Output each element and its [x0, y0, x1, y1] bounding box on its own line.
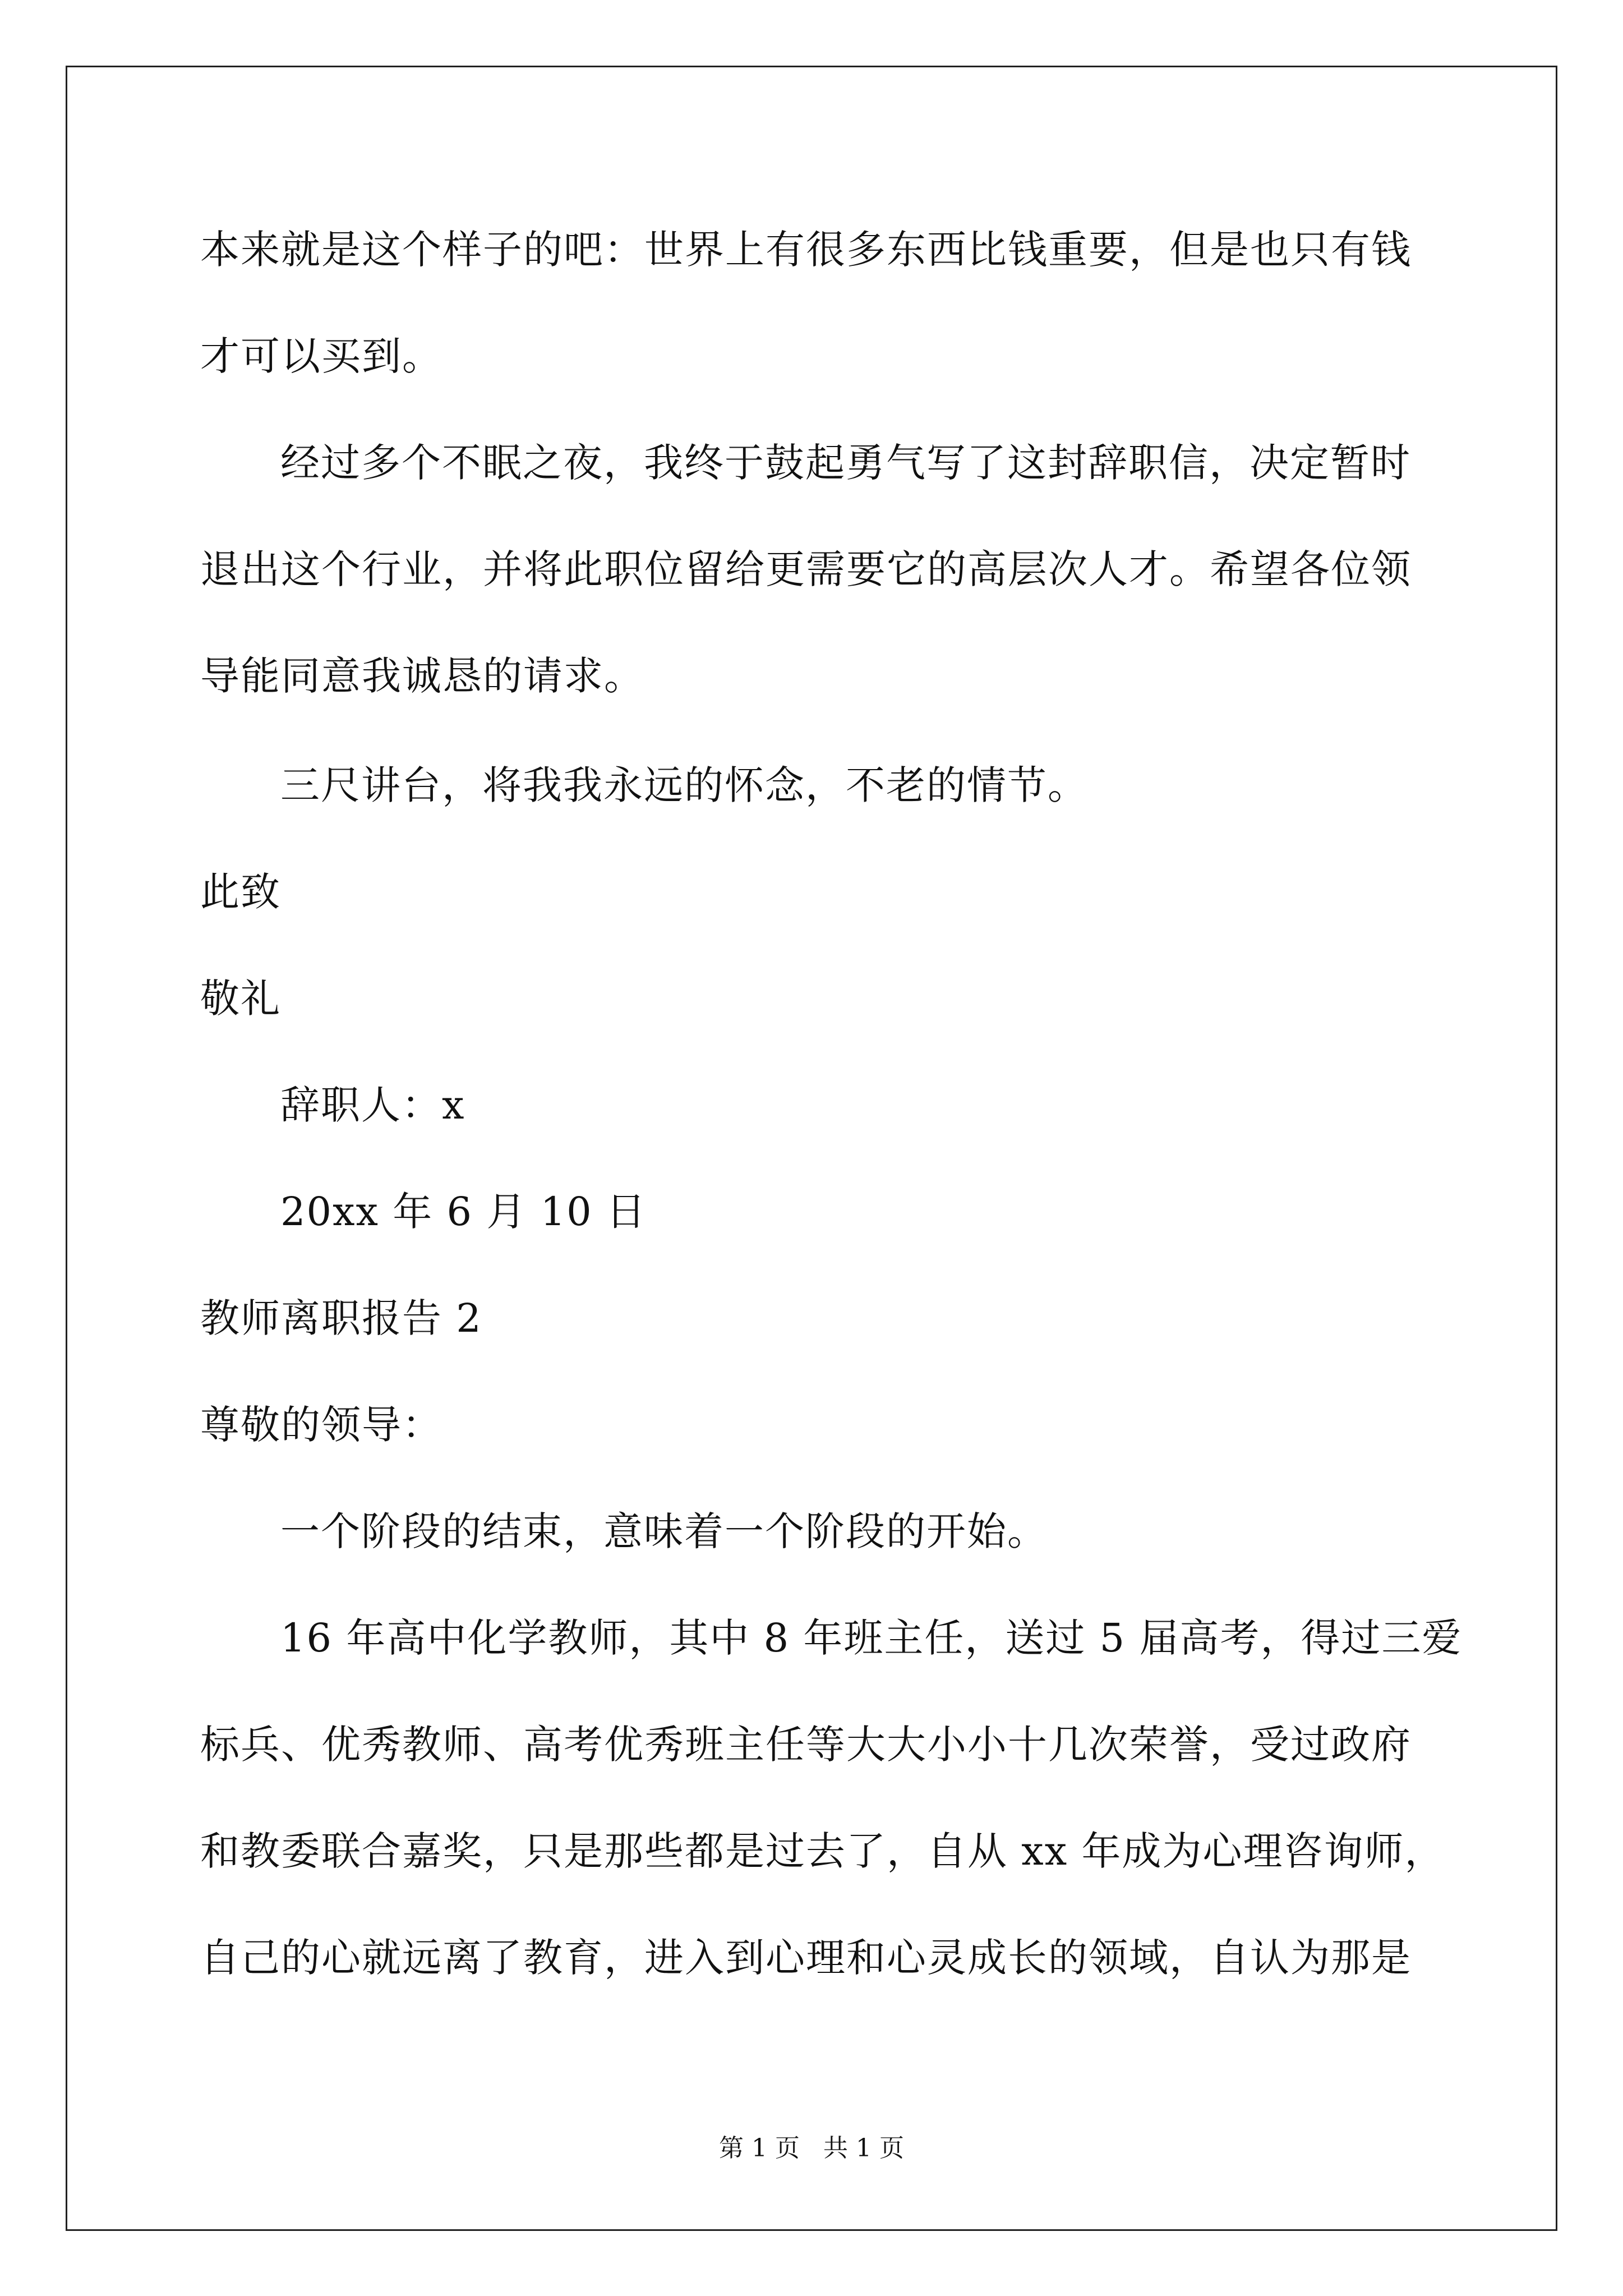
page-footer [0, 2132, 1623, 2165]
text-line-5: 导能同意我诚恳的请求。 [200, 653, 644, 699]
text-line-3: 经过多个不眠之夜，我终于鼓起勇气写了这封辞职信，决定暂时 [280, 440, 1411, 486]
text-line-15: 标兵、优秀教师、高考优秀班主任等大大小小十几次荣誉，受过政府 [200, 1722, 1412, 1768]
text-line-13: 一个阶段的结束，意味着一个阶段的开始。 [280, 1508, 1048, 1554]
text-line-11: 教师离职报告 2 [200, 1295, 482, 1341]
text-line-17: 自己的心就远离了教育，进入到心理和心灵成长的领域，自认为那是 [200, 1935, 1412, 1981]
text-line-16: 和教委联合嘉奖，只是那些都是过去了，自从 xx 年成为心理咨询师， [200, 1828, 1445, 1874]
text-line-2: 才可以买到。 [200, 333, 442, 379]
page-total: 共 1 页 [823, 2134, 904, 2162]
page-number: 第 1 页 [719, 2134, 800, 2162]
text-line-10: 20xx 年 6 月 10 日 [280, 1189, 647, 1235]
text-line-6: 三尺讲台，将我我永远的怀念，不老的情节。 [280, 762, 1088, 808]
text-line-1: 本来就是这个样子的吧：世界上有很多东西比钱重要，但是也只有钱 [200, 227, 1412, 273]
page-border [66, 66, 1557, 2231]
text-line-12: 尊敬的领导： [200, 1402, 442, 1448]
text-line-7: 此致 [200, 869, 281, 915]
text-line-4: 退出这个行业，并将此职位留给更需要它的高层次人才。希望各位领 [200, 546, 1412, 592]
text-line-9: 辞职人：x [280, 1082, 465, 1128]
text-line-8: 敬礼 [200, 976, 281, 1022]
text-line-14: 16 年高中化学教师，其中 8 年班主任，送过 5 届高考，得过三爱 [280, 1615, 1463, 1661]
